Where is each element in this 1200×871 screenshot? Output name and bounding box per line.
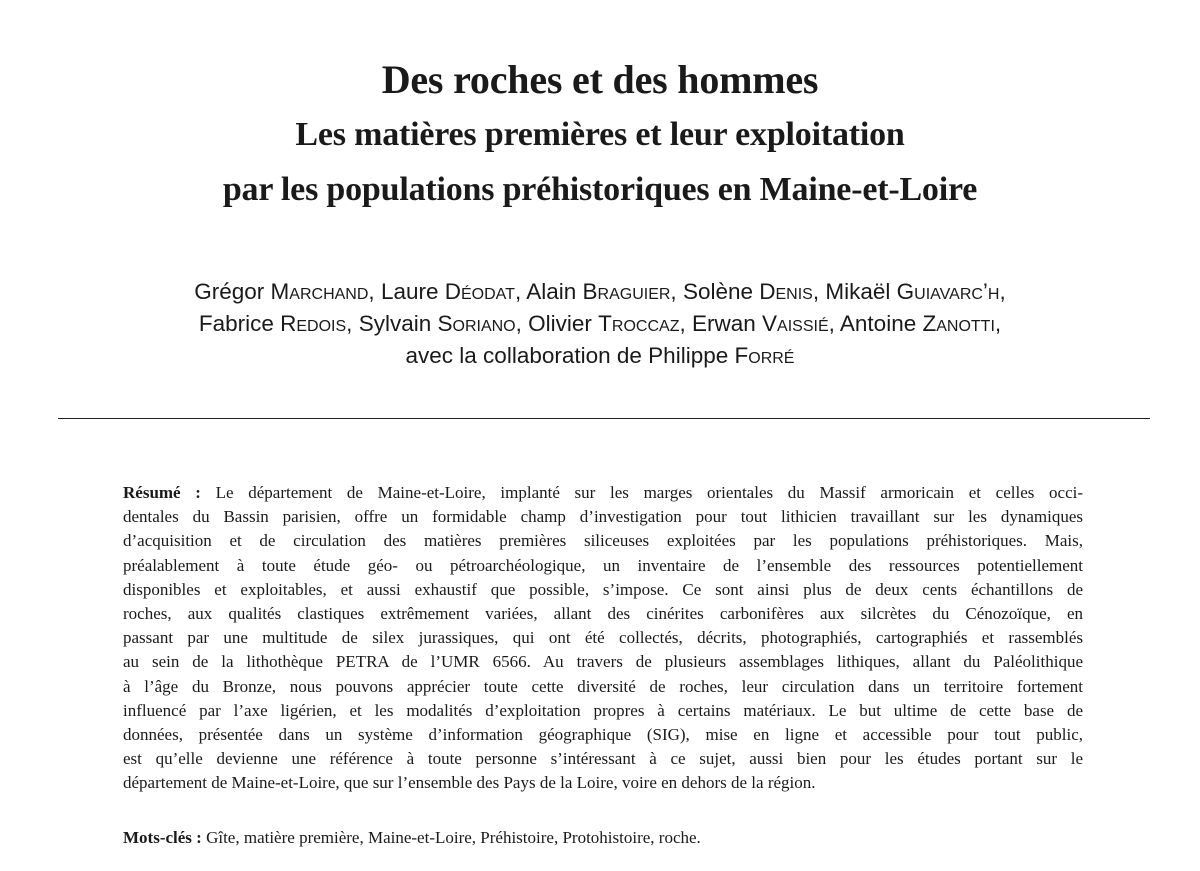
keywords (123, 826, 1083, 850)
abstract-line: roches, aux qualités clastiques extrêmement variées, allant des cinérites carbonifères aux silcrètes du Cénozoïque, en (123, 604, 1083, 624)
abstract-line: à l’âge du Bronze, nous pouvons apprécier toute cette diversité de roches, leur circulation dans un territoire fortement (123, 676, 1083, 696)
author-name: Fabrice Redois, (198, 311, 359, 336)
abstract-line: au sein de la lithothèque PETRA de l’UMR 6566. Au travers de plusieurs assemblages lithiques, allant du Paléolithique (123, 652, 1083, 672)
author-name: Olivier Troccaz, (528, 311, 692, 336)
article-subtitle-line-2: par les populations préhistoriques en Maine-et-Loire (222, 171, 978, 208)
author-name: Solène Denis, (682, 279, 826, 304)
abstract (123, 481, 1083, 796)
article-title: Des roches et des hommes (381, 57, 819, 102)
author-list (0, 276, 1200, 372)
author-name: Alain Braguier, (526, 279, 683, 304)
abstract-line: d’acquisition et de circulation des matières premières siliceuses exploitées par les populations préhistoriques. Mais, (123, 531, 1083, 551)
keywords-text: Gîte, matière première, Maine-et-Loire, Préhistoire, Protohistoire, roche. (206, 828, 701, 847)
author-name: Laure Déodat, (380, 279, 527, 304)
author-name: Mikaël Guiavarc’h, (825, 279, 1006, 304)
abstract-line: influencé par l’axe ligérien, et les modalités d’exploitation propres à certains matériaux. Le but ultime de cette base de (123, 700, 1083, 720)
author-name: Grégor Marchand, (194, 279, 381, 304)
abstract-line: disponibles et exploitables, et aussi exhaustif que possible, s’impose. Ce sont ainsi plus de deux cents échantillons de (123, 579, 1083, 599)
abstract-label: Résumé : (123, 483, 201, 502)
article-subtitle-line-1: Les matières premières et leur exploitation (295, 116, 905, 153)
keywords-label: Mots-clés : (123, 828, 202, 847)
abstract-line: dentales du Bassin parisien, offre un formidable champ d’investigation pour tout lithicien travaillant sur les dynamiques (123, 507, 1083, 527)
section-divider (58, 418, 1150, 419)
author-name: Sylvain Soriano, (358, 311, 529, 336)
abstract-line: est qu’elle devienne une référence à toute personne s’intéressant à ce sujet, aussi bien pour les études portant sur le (123, 749, 1083, 769)
abstract-line: Résumé : Le département de Maine-et-Loire, implanté sur les marges orientales du Massif armoricain et celles occi- (123, 483, 1084, 502)
author-line-1 (0, 276, 1200, 308)
abstract-line: préalablement à toute étude géo- ou pétroarchéologique, un inventaire de l’ensemble des ressources potentiellement (123, 555, 1083, 575)
author-name: Erwan Vaissié, (692, 311, 840, 336)
abstract-line: données, présentée dans un système d’information géographique (SIG), mise en ligne et accessible pour tout public, (123, 725, 1083, 745)
author-name: Antoine Zanotti, (839, 311, 1002, 336)
author-line-2 (0, 308, 1200, 340)
abstract-line: passant par une multitude de silex jurassiques, qui ont été collectés, décrits, photographiés, cartographiés et rassemblés (123, 628, 1083, 648)
abstract-line: département de Maine-et-Loire, que sur l’ensemble des Pays de la Loire, voire en dehors de la région. (123, 773, 816, 793)
collaboration-line: avec la collaboration de Philippe Forré (405, 343, 795, 368)
